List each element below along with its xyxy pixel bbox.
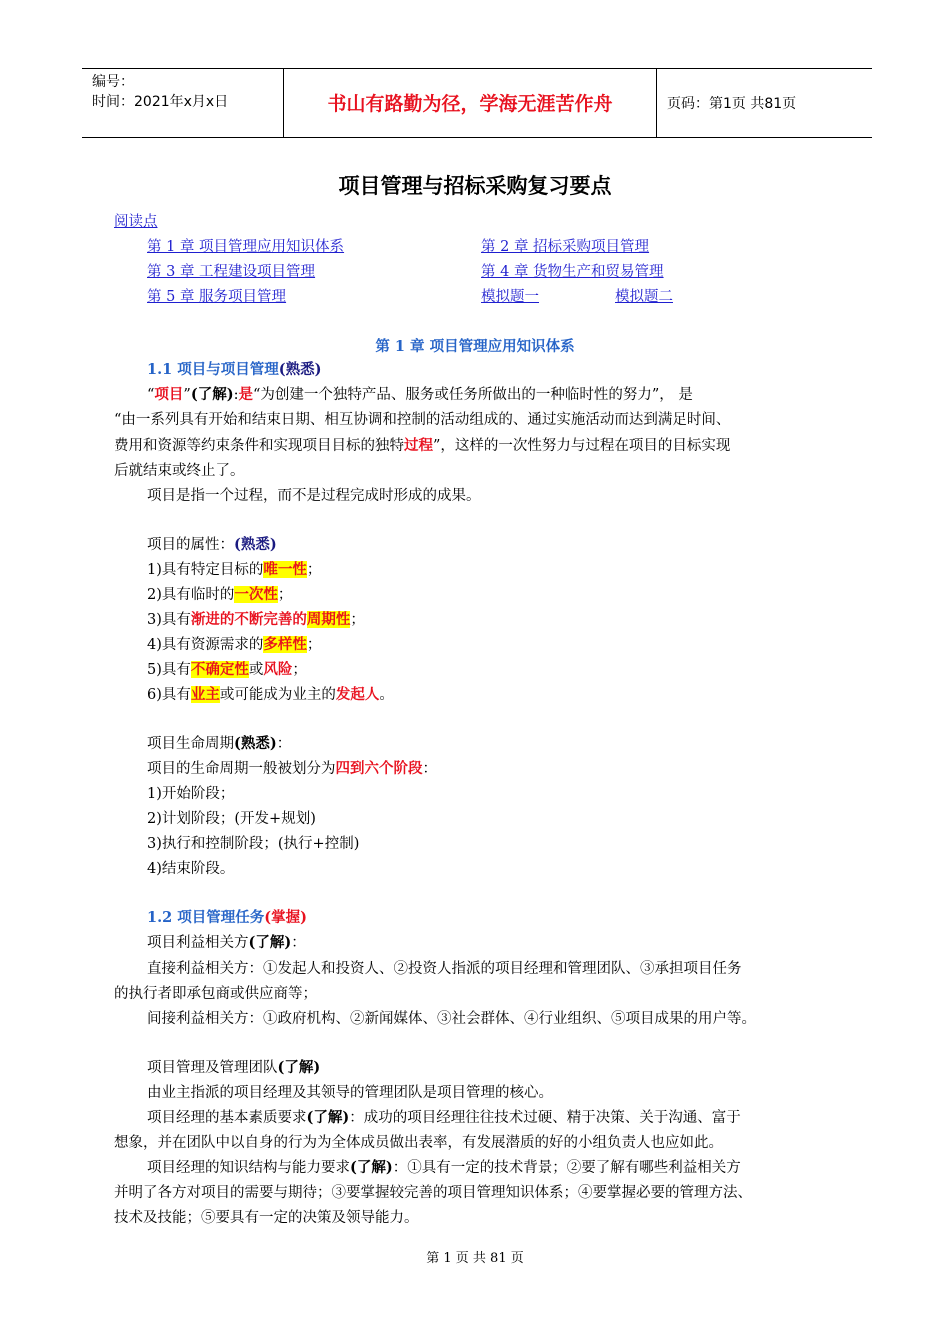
life-cycle-intro: 项目的生命周期一般被划分为四到六个阶段： bbox=[147, 760, 437, 777]
team-core: 由业主指派的项目经理及其领导的管理团队是项目管理的核心。 bbox=[147, 1085, 553, 1101]
header-meta bbox=[82, 69, 284, 137]
section-1-2-heading: 1.2 项目管理任务(掌握) bbox=[147, 909, 308, 926]
attributes-label: 项目的属性：(熟悉) bbox=[147, 536, 277, 553]
knowledge-line-2: 并明了各方对项目的需要与期待；③要掌握较完善的项目管理知识体系；④要掌握必要的管理方法、 bbox=[114, 1185, 752, 1201]
toc-chapter-1: 第 1 章 项目管理应用知识体系 bbox=[147, 239, 345, 255]
attribute-3: 3)具有渐进的不断完善的周期性； bbox=[147, 611, 365, 628]
section-1-1-heading: 1.1 项目与项目管理(熟悉) bbox=[147, 361, 322, 378]
direct-stakeholders-line-1: 直接利益相关方：①发起人和投资人、②投资人指派的项目经理和管理团队、③承担项目任务 bbox=[147, 961, 742, 977]
quality-line-2: 想象，并在团队中以自身的行为为全体成员做出表率，有发展潜质的好的小组负责人也应如此。 bbox=[114, 1135, 723, 1151]
phase-2: 2)计划阶段；(开发+规划) bbox=[147, 811, 316, 827]
phase-4: 4)结束阶段。 bbox=[147, 861, 235, 877]
project-definition-line-4: 后就结束或终止了。 bbox=[114, 463, 245, 479]
document-title: 项目管理与招标采购复习要点 bbox=[338, 174, 612, 198]
attribute-4: 4)具有资源需求的多样性； bbox=[147, 636, 322, 653]
chapter-heading: 第 1 章 项目管理应用知识体系 bbox=[375, 338, 575, 355]
process-note: 项目是指一个过程，而不是过程完成时形成的成果。 bbox=[147, 488, 481, 504]
direct-stakeholders-line-2: 的执行者即承包商或供应商等； bbox=[114, 986, 317, 1002]
phase-3: 3)执行和控制阶段；(执行+控制) bbox=[147, 836, 360, 852]
toc-mock-2: 模拟题二 bbox=[615, 289, 673, 305]
knowledge-line-3: 技术及技能；⑤要具有一定的决策及领导能力。 bbox=[114, 1210, 419, 1226]
toc-chapter-5: 第 5 章 服务项目管理 bbox=[147, 289, 287, 305]
time-label: 时间：2021年x月x日 bbox=[92, 94, 229, 110]
quality-line-1: 项目经理的基本素质要求(了解)：成功的项目经理往往技术过硬、精于决策、关于沟通、富于 bbox=[147, 1109, 741, 1126]
number-label: 编号： bbox=[92, 74, 134, 90]
attribute-2: 2)具有临时的一次性； bbox=[147, 586, 293, 603]
header-motto: 书山有路勤为径，学海无涯苦作舟 bbox=[284, 69, 657, 137]
phase-1: 1)开始阶段； bbox=[147, 786, 235, 802]
knowledge-line-1: 项目经理的知识结构与能力要求(了解)：①具有一定的技术背景；②要了解有哪些利益相关方 bbox=[147, 1159, 741, 1176]
project-definition-line-2: “由一系列具有开始和结束日期、相互协调和控制的活动组成的、通过实施活动而达到满足时间、 bbox=[114, 412, 731, 428]
toc-mock-1: 模拟题一 bbox=[481, 289, 539, 305]
header-page-label: 页码：第1页 共81页 bbox=[667, 96, 797, 112]
project-definition-line-1: “项目”(了解):是“为创建一个独特产品、服务或任务所做出的一种临时性的努力”， 是 bbox=[147, 386, 693, 403]
page-header bbox=[82, 68, 872, 138]
toc-chapter-4: 第 4 章 货物生产和贸易管理 bbox=[481, 264, 664, 280]
stakeholders-label: 项目利益相关方(了解)： bbox=[147, 934, 306, 951]
life-cycle-label: 项目生命周期(熟悉)： bbox=[147, 735, 292, 752]
toc-reading-link: 阅读点 bbox=[114, 214, 158, 230]
page-footer: 第 1 页 共 81 页 bbox=[426, 1251, 524, 1266]
project-definition-line-3: 费用和资源等约束条件和实现项目目标的独特过程”，这样的一次性努力与过程在项目的目标实现 bbox=[114, 437, 731, 454]
attribute-5: 5)具有不确定性或风险； bbox=[147, 661, 307, 678]
attribute-6: 6)具有业主或可能成为业主的发起人。 bbox=[147, 686, 394, 703]
toc-chapter-2: 第 2 章 招标采购项目管理 bbox=[481, 239, 650, 255]
indirect-stakeholders: 间接利益相关方：①政府机构、②新闻媒体、③社会群体、④行业组织、⑤项目成果的用户等。 bbox=[147, 1011, 756, 1027]
team-label: 项目管理及管理团队(了解) bbox=[147, 1059, 321, 1076]
attribute-1: 1)具有特定目标的唯一性； bbox=[147, 561, 322, 578]
toc-chapter-3: 第 3 章 工程建设项目管理 bbox=[147, 264, 316, 280]
